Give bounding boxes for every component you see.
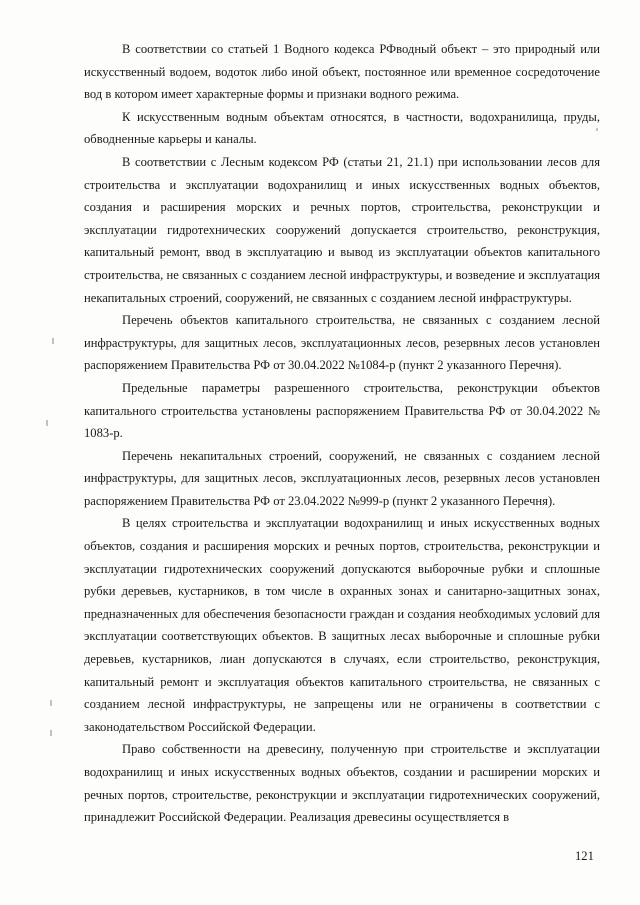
scan-speck: [46, 420, 48, 426]
paragraph-logging: В целях строительства и эксплуатации водохранилищ и иных искусственных водных объектов, создания и расширения морских и речных портов, строительства, реконструкции и эксплуатации гидротехнических сооружений допускаются выборочные рубки и сплошные рубки деревьев, кустарников, в том числе в охранных зонах и санитарно-защитных зонах, предназначенных для обеспечения безопасности граждан и создания необходимых условий для эксплуатации соответствующих объектов. В защитных лесах выборочные и сплошные рубки деревьев, кустарников, лиан допускаются в случаях, если строительство, реконструкция, капитальный ремонт и эксплуатация объектов капитального строительства, не связанных с созданием лесной инфраструктуры, не запрещены или не ограничены в соответствии с законодательством Российской Федерации.: [84, 516, 600, 734]
paragraph-limit-parameters: Предельные параметры разрешенного строительства, реконструкции объектов капитального строительства установлены распоряжением Правительства РФ от 30.04.2022 № 1083-р.: [84, 380, 600, 441]
paragraph-water-code: В соответствии со статьей 1 Водного кодекса РФводный объект – это природный или искусственный водоем, водоток либо иной объект, постоянное или временное сосредоточение вод в котором имеет характерные формы и признаки водного режима.: [84, 42, 600, 102]
paragraph-wood-ownership: Право собственности на древесину, полученную при строительстве и эксплуатации водохранилищ и иных искусственных водных объектов, создании и расширении морских и речных портов, строительстве, реконструкции и эксплуатации гидротехнических сооружений, принадлежит Российской Федерации. Реализация древесины осуществляется в: [84, 742, 600, 825]
paragraph-noncapital-list: Перечень некапитальных строений, сооружений, не связанных с созданием лесной инфраструктуры, для защитных лесов, эксплуатационных лесов, резервных лесов установлен распоряжением Правительства РФ от 23.04.2022 №999-р (пункт 2 указанного Перечня).: [84, 448, 600, 508]
scan-speck: [52, 338, 54, 344]
paragraph-forest-code: В соответствии с Лесным кодексом РФ (статьи 21, 21.1) при использовании лесов для строительства и эксплуатации водохранилищ и иных искусственных водных объектов, создания и расширения морских и речных портов, строительства, реконструкции и эксплуатации гидротехнических сооружений допускается строительство, реконструкция, капитальный ремонт, ввод в эксплуатацию и вывод из эксплуатации объектов капитального строительства, не связанных с созданием лесной инфраструктуры, и возведение и эксплуатация некапитальных строений, сооружений, не связанных с созданием лесной инфраструктуры.: [84, 154, 600, 305]
scan-speck: [50, 700, 52, 706]
paragraph-capital-objects-list: Перечень объектов капитального строительства, не связанных с созданием лесной инфраструктуры, для защитных лесов, эксплуатационных лесов, резервных лесов установлен распоряжением Правительства РФ от 30.04.2022 №1084-р (пункт 2 указанного Перечня).: [84, 313, 600, 373]
scan-speck: [596, 128, 598, 131]
paragraph-artificial-objects: К искусственным водным объектам относятся, в частности, водохранилища, пруды, обводненные карьеры и каналы.: [84, 109, 600, 147]
scan-speck: [50, 730, 52, 736]
page-number: 121: [575, 849, 594, 863]
body-text: [84, 38, 600, 829]
